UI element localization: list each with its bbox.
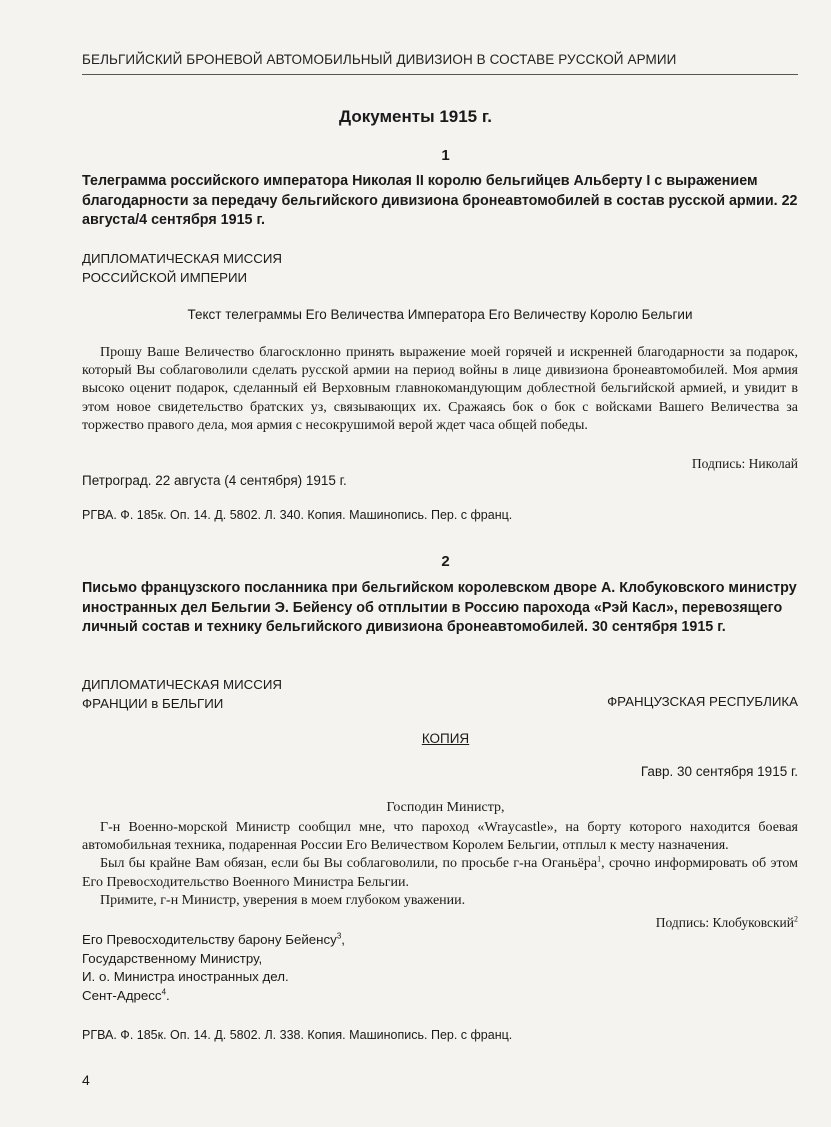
doc2-republic: ФРАНЦУЗСКАЯ РЕСПУБЛИКА <box>607 694 798 709</box>
doc1-sender <box>82 249 282 287</box>
doc2-addressee <box>82 931 345 1005</box>
doc1-body <box>82 344 798 435</box>
footnote-ref-3: 3 <box>336 931 342 941</box>
running-head: БЕЛЬГИЙСКИЙ БРОНЕВОЙ АВТОМОБИЛЬНЫЙ ДИВИЗИОН В СОСТАВЕ РУССКОЙ АРМИИ <box>82 52 677 67</box>
doc2-paragraph-2-text-a: Был бы крайне Вам обязан, если бы Вы соблаговолили, по просьбе г-на Оганьëра <box>100 856 598 872</box>
doc2-sender-line1: ДИПЛОМАТИЧЕСКАЯ МИССИЯ <box>82 677 283 692</box>
doc1-body-paragraph: Прошу Ваше Величество благосклонно принять выражение моей горячей и искренней благодарности за подарок, который Вы соблаговолили сделать русской армии на период войны в лице дивизиона бронеавтомобилей. Моя армия высоко оценит подарок, сделанный ей Верховным главнокомандующим доблестной бельгийской армией, и увидит в этом новое свидетельство братских уз, связывающих их. Сражаясь бок о бок с войсками Вашего Величества за торжество правого дела, моя армия с несокрушимой верой ждет часа общей победы. <box>82 345 798 433</box>
doc1-place-date: Петроград. 22 августа (4 сентября) 1915 г. <box>82 473 347 488</box>
doc2-paragraph-1: Г-н Военно-морской Министр сообщил мне, что пароход «Wraycastle», на борту которого находится боевая автомобильная техника, подаренная России Его Величеством Королем Бельгии, отплыл к месту назначения. <box>82 820 798 854</box>
doc2-signature-text: Подпись: Клобуковский <box>655 915 794 930</box>
footnote-ref-2: 2 <box>794 914 798 924</box>
doc2-signature <box>656 915 798 931</box>
page-number: 4 <box>82 1072 90 1088</box>
addressee-line-4 <box>82 987 345 1006</box>
addressee-line-1-text: Его Превосходительству барону Бейенсу <box>82 932 337 947</box>
doc2-paragraph-2 <box>82 855 798 891</box>
doc2-paragraph-3: Примите, г-н Министр, уверения в моем глубоком уважении. <box>100 892 466 908</box>
addressee-line-1 <box>82 931 345 950</box>
doc1-signature: Подпись: Николай <box>691 456 798 471</box>
addressee-line-1-punct: , <box>341 932 345 947</box>
doc2-title: Письмо французского посланника при бельгийском королевском дворе А. Клобуковского министру иностранных дел Бельгии Э. Бейенсу об отплытии в Россию парохода «Рэй Касл», перевозящего личный состав и технику бельгийского дивизиона бронеавтомобилей. 30 сентября 1915 г. <box>82 580 797 635</box>
addressee-line-4-punct: . <box>166 987 170 1003</box>
doc1-sender-line1: ДИПЛОМАТИЧЕСКАЯ МИССИЯ <box>82 251 283 266</box>
addressee-line-3: И. о. Министра иностранных дел. <box>82 969 289 984</box>
doc2-date: Гавр. 30 сентября 1915 г. <box>640 764 798 779</box>
doc2-paragraph-2-text-b: , срочно информировать об этом Его Превосходительство Военного Министра Бельгии. <box>82 856 798 890</box>
doc2-body <box>82 819 798 910</box>
doc1-sender-line2: РОССИЙСКОЙ ИМПЕРИИ <box>82 270 248 285</box>
doc2-salutation: Господин Министр, <box>386 800 505 815</box>
doc2-copy-label: КОПИЯ <box>421 731 470 746</box>
addressee-line-4-text: Сент-Адресс <box>82 987 162 1003</box>
doc2-sender <box>82 675 282 713</box>
doc2-number: 2 <box>441 553 450 570</box>
footnote-ref-1: 1 <box>597 854 602 864</box>
addressee-line-2: Государственному Министру, <box>82 950 263 966</box>
doc1-heading: Текст телеграммы Его Величества Императора Его Величеству Королю Бельгии <box>187 307 693 322</box>
doc1-title: Телеграмма российского императора Николая II королю бельгийцев Альберту I с выражением благодарности за передачу бельгийского дивизиона бронеавтомобилей в состав русской армии. 22 августа/4 сентября 1915 г. <box>82 173 798 228</box>
doc2-archive-reference: РГВА. Ф. 185к. Оп. 14. Д. 5802. Л. 338. Копия. Машинопись. Пер. с франц. <box>82 1028 513 1042</box>
section-title: Документы 1915 г. <box>339 107 492 126</box>
footnote-ref-4: 4 <box>161 987 167 997</box>
doc2-sender-line2: ФРАНЦИИ в БЕЛЬГИИ <box>82 696 224 711</box>
header-rule <box>82 74 798 75</box>
doc1-number: 1 <box>441 147 450 164</box>
doc1-archive-reference: РГВА. Ф. 185к. Оп. 14. Д. 5802. Л. 340. Копия. Машинопись. Пер. с франц. <box>82 508 513 522</box>
